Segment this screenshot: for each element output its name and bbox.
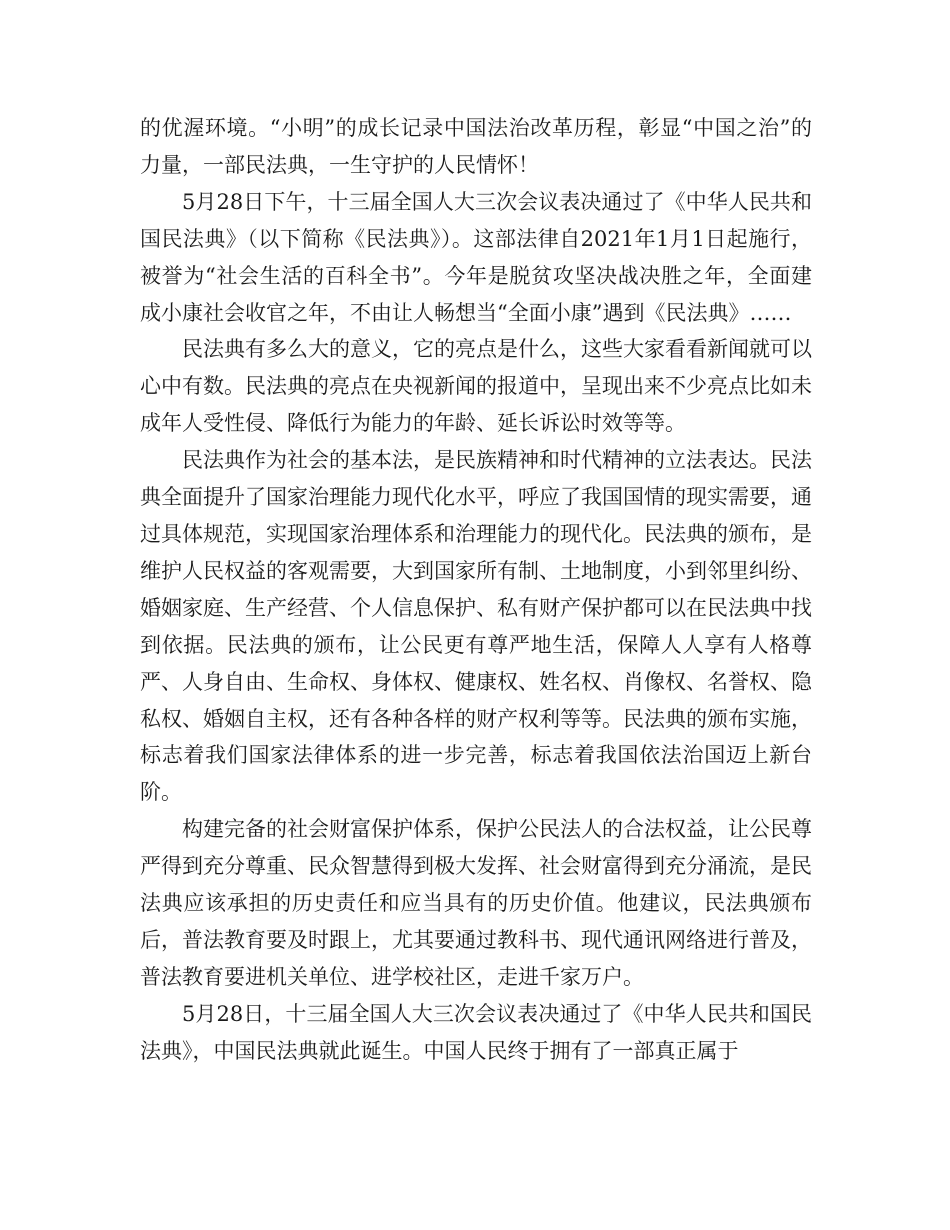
- paragraph-continuation: 的优渥环境。“小明”的成长记录中国法治改革历程，彰显“中国之治”的力量，一部民法典，一生守护的人民情怀！: [140, 116, 812, 177]
- document-body: [140, 110, 812, 1070]
- paragraph-wealth-protection: 构建完备的社会财富保护体系，保护公民法人的合法权益，让公民尊严得到充分尊重、民众智慧得到极大发挥、社会财富得到充分涌流，是民法典应该承担的历史责任和应当具有的历史价值。他建议，民法典颁布后，普法教育要及时跟上，尤其要通过教科书、现代通讯网络进行普及，普法教育要进机关单位、进学校社区，走进千家万户。: [140, 817, 812, 989]
- paragraph-adoption-news: 5月28日下午，十三届全国人大三次会议表决通过了《中华人民共和国民法典》（以下简称《民法典》）。这部法律自2021年1月1日起施行，被誉为“社会生活的百科全书”。今年是脱贫攻坚决战决胜之年，全面建成小康社会收官之年，不由让人畅想当“全面小康”遇到《民法典》……: [140, 189, 812, 325]
- paragraph-significance: 民法典作为社会的基本法，是民族精神和时代精神的立法表达。民法典全面提升了国家治理能力现代化水平，呼应了我国国情的现实需要，通过具体规范，实现国家治理体系和治理能力的现代化。民法典的颁布，是维护人民权益的客观需要，大到国家所有制、土地制度，小到邻里纠纷、婚姻家庭、生产经营、个人信息保护、私有财产保护都可以在民法典中找到依据。民法典的颁布，让公民更有尊严地生活，保障人人享有人格尊严、人身自由、生命权、身体权、健康权、姓名权、肖像权、名誉权、隐私权、婚姻自主权，还有各种各样的财产权利等等。民法典的颁布实施，标志着我们国家法律体系的进一步完善，标志着我国依法治国迈上新台阶。: [140, 448, 812, 805]
- paragraph-birth-of-civil-code: 5月28日，十三届全国人大三次会议表决通过了《中华人民共和国民法典》，中国民法典就此诞生。中国人民终于拥有了一部真正属于: [140, 1001, 812, 1063]
- paragraph-highlights: 民法典有多么大的意义，它的亮点是什么，这些大家看看新闻就可以心中有数。民法典的亮点在央视新闻的报道中，呈现出来不少亮点比如未成年人受性侵、降低行为能力的年龄、延长诉讼时效等等。: [140, 337, 812, 436]
